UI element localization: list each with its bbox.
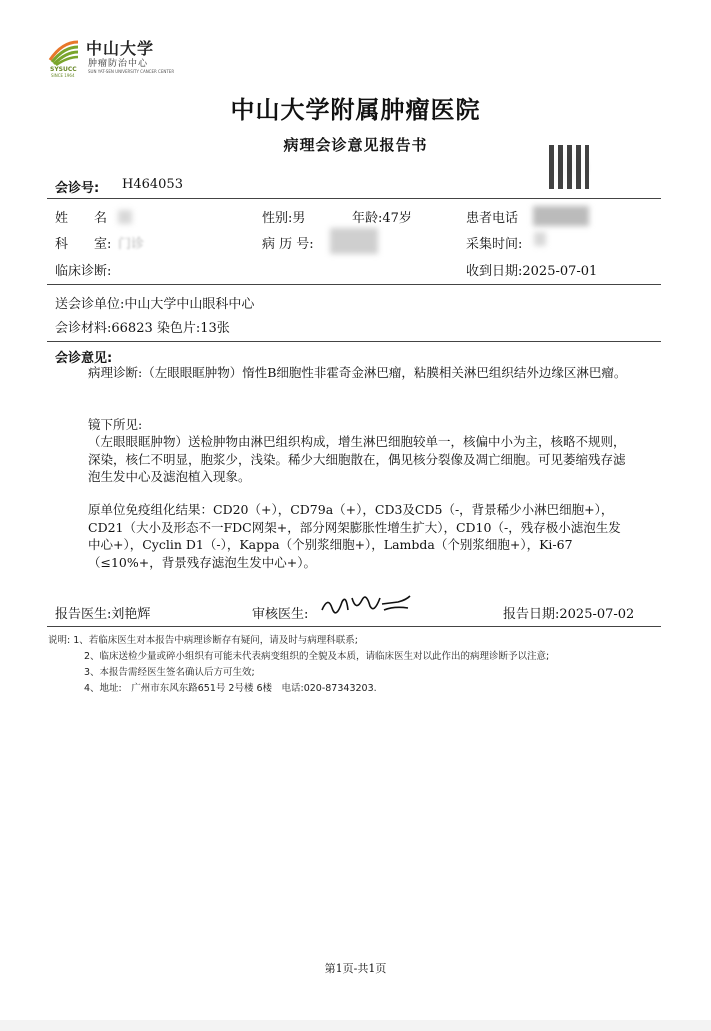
sex-field: 性别:男: [262, 211, 306, 226]
note-3: 3、本报告需经医生签名确认后方可生效;: [84, 667, 255, 678]
divider-3: [47, 341, 661, 342]
divider-top: [47, 198, 661, 199]
sender-unit: 送会诊单位:中山大学中山眼科中心: [55, 297, 255, 312]
hospital-title: 中山大学附属肿瘤医院: [230, 96, 481, 124]
qr-code-icon: [549, 145, 589, 189]
logo-english: SUN YAT-SEN UNIVERSITY CANCER CENTER: [88, 69, 175, 74]
divider-4: [47, 626, 661, 627]
divider-2: [47, 284, 661, 285]
reviewer-signature-icon: [318, 590, 414, 618]
dept-label: 科 室:: [55, 237, 112, 252]
report-title: 病理会诊意见报告书: [283, 136, 428, 154]
phone-label: 患者电话: [466, 211, 519, 226]
collect-label: 采集时间:: [466, 237, 523, 252]
record-label: 病 历 号:: [262, 237, 314, 252]
redacted-collect: [534, 232, 546, 246]
redacted-record: [330, 228, 378, 254]
age-field: 年龄:47岁: [352, 211, 412, 226]
page-footer: 第1页-共1页: [324, 962, 387, 975]
logo-since: SINCE 1964: [51, 73, 75, 78]
micro-heading: 镜下所见:: [88, 417, 143, 432]
ihc-results: 原单位免疫组化结果：CD20（+），CD79a（+），CD3及CD5（-，背景稀少小淋巴细胞+），CD21（大小及形态不一FDC网架+，部分网架膨胀性增生扩大），CD10（-，残存极小滤泡生发中心+），Cyclin D1（-），Kappa（个别浆细胞+），Lambda（个别浆细胞+），Ki-67（≤10%+，背景残存滤泡生发中心+）。: [88, 502, 621, 570]
consult-no-label: 会诊号:: [55, 181, 100, 196]
note-4: 4、地址: 广州市东风东路651号 2号楼 6楼 电话:020-87343203.: [84, 683, 377, 694]
dept-value: 门诊: [118, 237, 145, 252]
consult-material: 会诊材料:66823 染色片:13张: [55, 321, 230, 336]
opinion-heading: 会诊意见:: [55, 351, 113, 366]
logo-name: 中山大学: [86, 39, 155, 58]
consult-no-value: H464053: [122, 177, 183, 192]
name-label: 姓 名: [55, 211, 108, 226]
redacted-name: [118, 210, 132, 224]
note-1: 说明: 1、若临床医生对本报告中病理诊断存有疑问，请及时与病理科联系;: [48, 635, 358, 646]
logo-abbr: SYSUCC: [50, 66, 77, 73]
hospital-logo-icon: [48, 38, 80, 66]
received-date: 收到日期:2025-07-01: [466, 264, 598, 279]
report-date: 报告日期:2025-07-02: [503, 607, 635, 622]
report-doctor: 报告医生:刘艳辉: [55, 607, 151, 622]
pathology-diagnosis: 病理诊断:（左眼眼眶肿物）惰性B细胞性非霍奇金淋巴瘤，粘膜相关淋巴组织结外边缘区淋巴瘤。: [88, 365, 627, 380]
clinical-label: 临床诊断:: [55, 264, 112, 279]
note-2: 2、临床送检少量或碎小组织有可能未代表病变组织的全貌及本质，请临床医生对以此作出的病理诊断予以注意;: [84, 651, 550, 662]
microscopic-findings: （左眼眼眶肿物）送检肿物由淋巴组织构成，增生淋巴细胞较单一，核偏中小为主，核略不规则，深染，核仁不明显，胞浆少，浅染。稀少大细胞散在，偶见核分裂像及凋亡细胞。可见萎缩残存滤泡生发中心及滤泡植入现象。: [88, 434, 626, 484]
redacted-phone: [533, 206, 589, 226]
reviewer-label: 审核医生:: [252, 607, 309, 622]
logo-subname: 肿瘤防治中心: [88, 59, 149, 69]
